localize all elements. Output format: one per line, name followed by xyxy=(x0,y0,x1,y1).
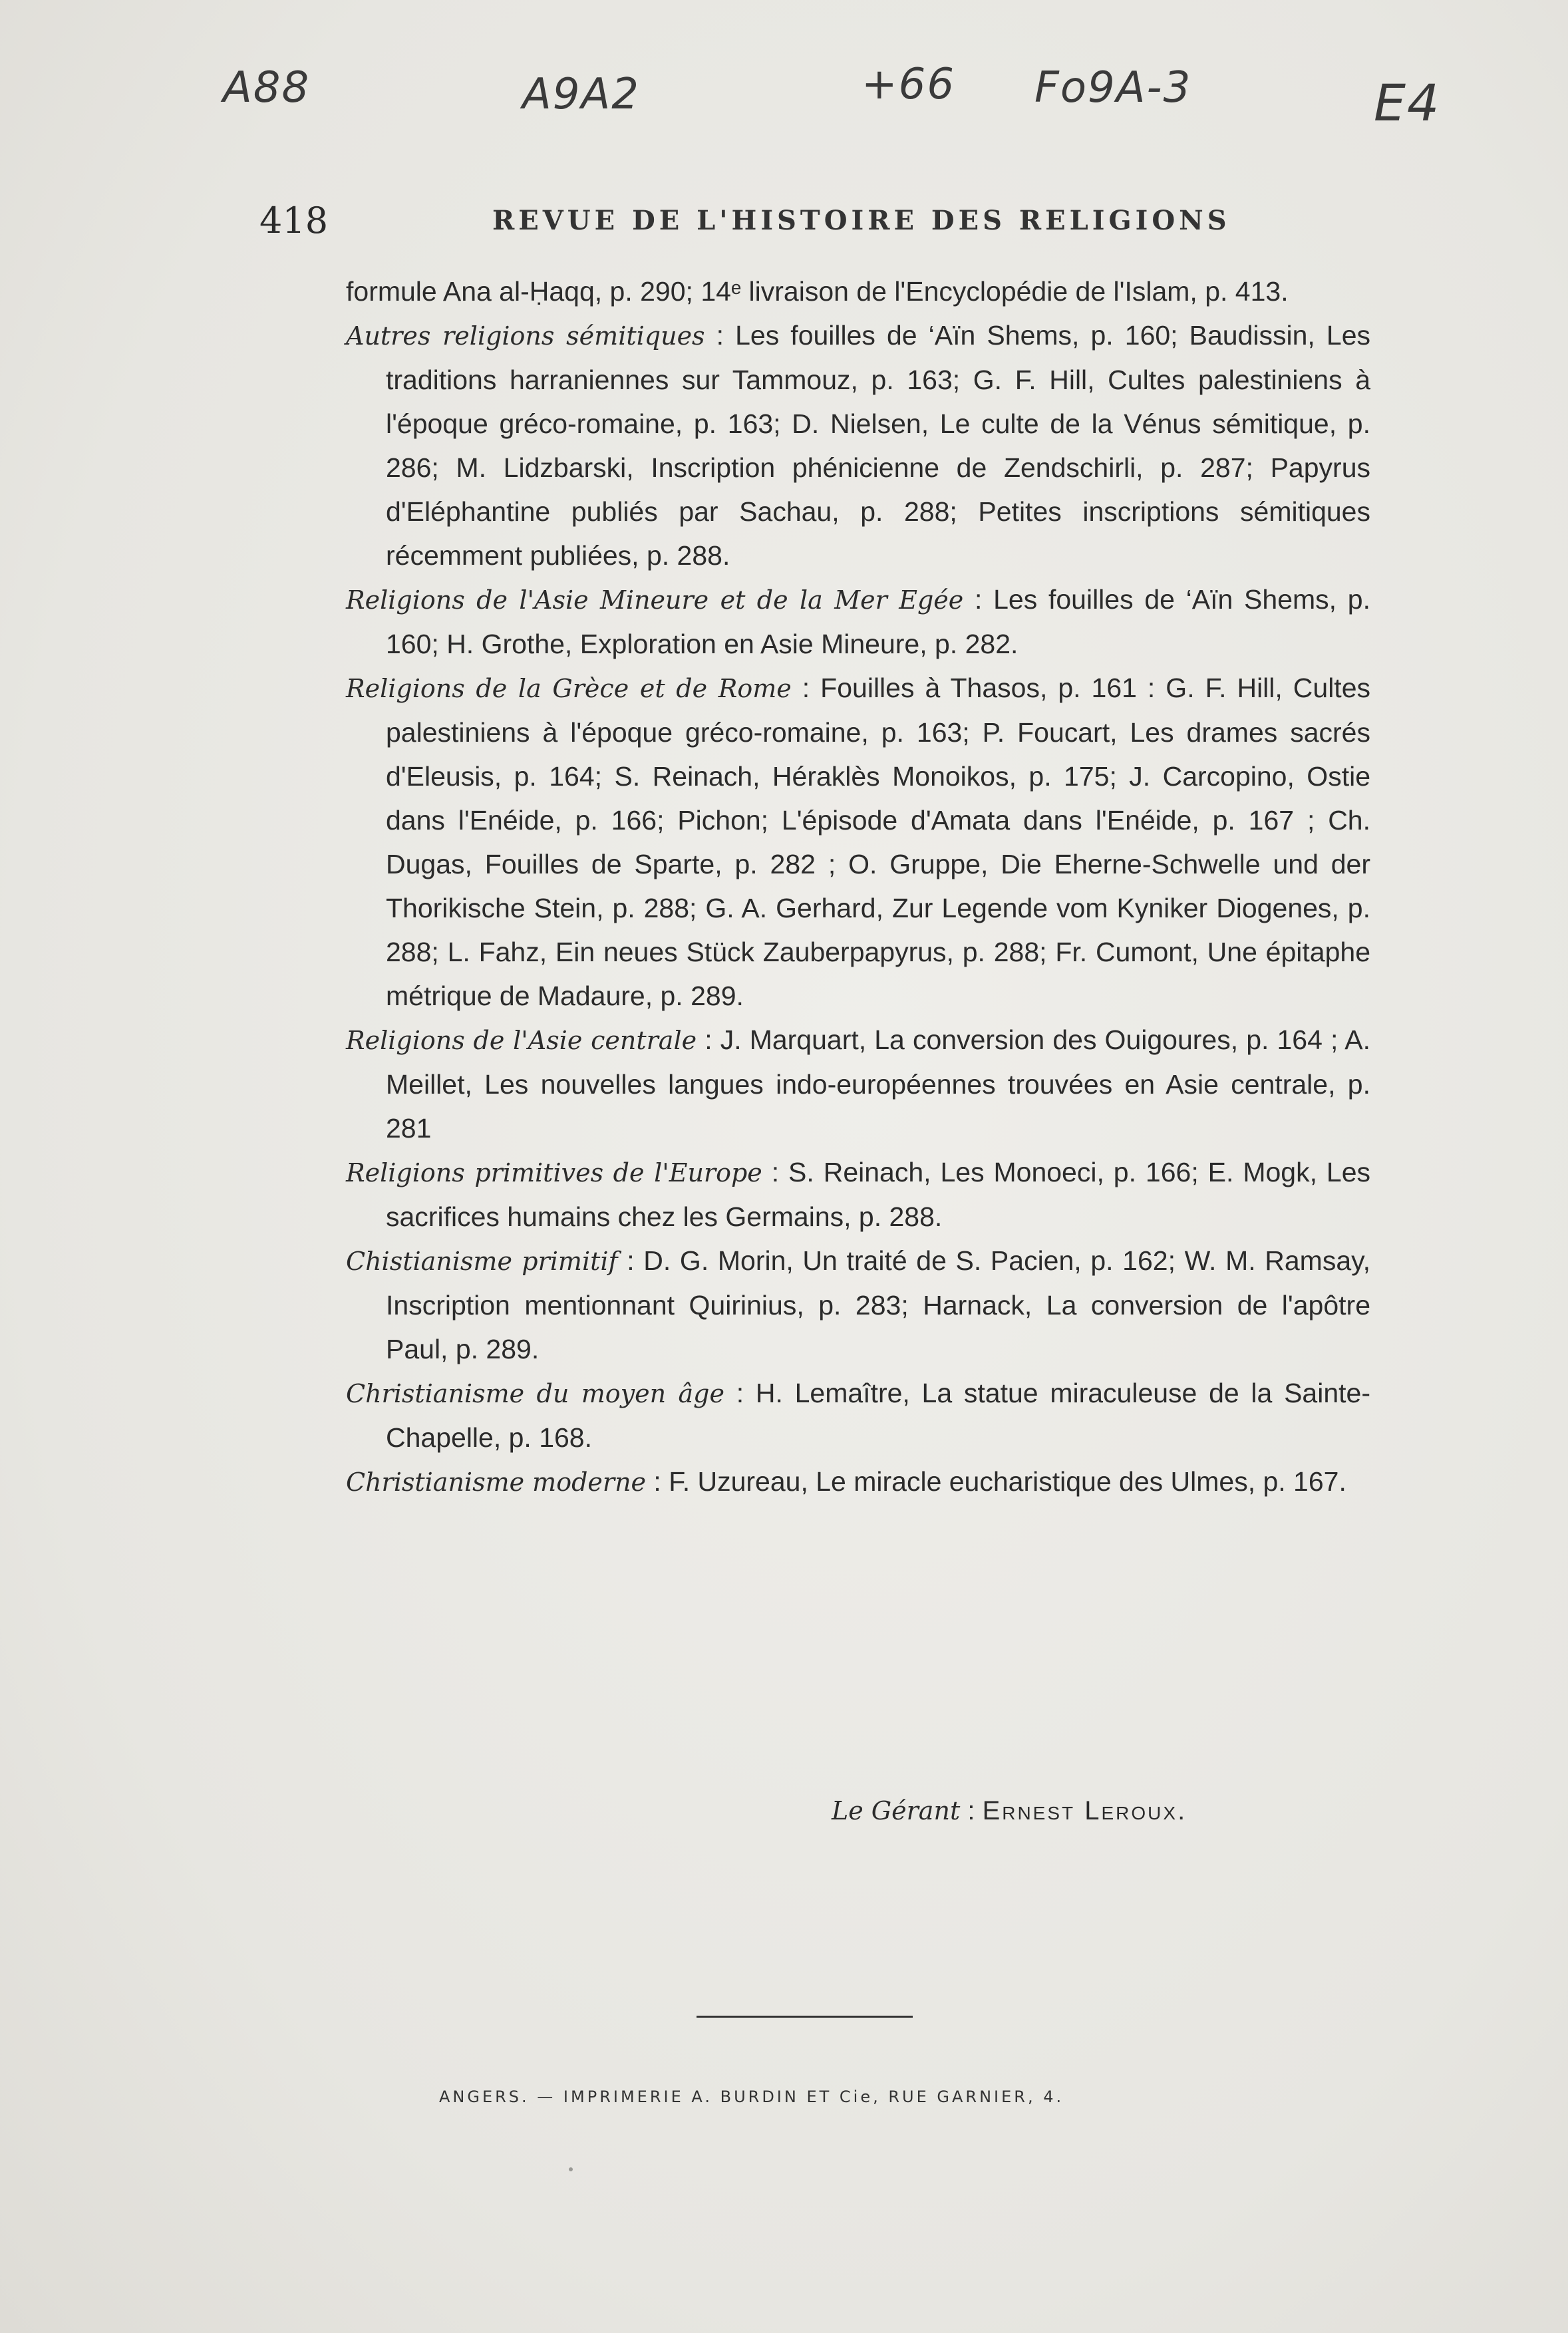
index-entry xyxy=(346,1371,1370,1460)
handwritten-note-5: E4 xyxy=(1374,73,1441,132)
entry-text: : S. Reinach, Les Monoeci, p. 166; E. Mogk, Les sacrifices humains chez les Germains, p. 288. xyxy=(386,1157,1371,1232)
index-entry xyxy=(346,1239,1370,1371)
handwritten-note-3: +66 xyxy=(862,60,956,109)
entry-text: : Les fouilles de ‘Aïn Shems, p. 160; H. Grothe, Exploration en Asie Mineure, p. 282. xyxy=(386,584,1370,659)
entry-heading: Religions de l'Asie Mineure et de la Mer Egée xyxy=(346,585,964,615)
index-entry xyxy=(346,577,1370,666)
entry-heading: Christianisme moderne xyxy=(346,1468,647,1497)
page-number: 418 xyxy=(259,200,329,241)
entry-text: : F. Uzureau, Le miracle eucharistique des Ulmes, p. 167. xyxy=(646,1466,1346,1497)
entry-text: : Fouilles à Thasos, p. 161 : G. F. Hill, Cultes palestiniens à l'époque gréco-romaine, p. 163; P. Foucart, Les drames sacrés d'Eleusis, p. 164; S. Reinach, Héraklès Monoikos, p. 175; J. Carcopino, Ostie dans l'Enéide, p. 166; Pichon; L'épisode d'Amata dans l'Enéide, p. 167 ; Ch. Dugas, Fouilles de Sparte, p. 282 ; O. Gruppe, Die Eherne-Schwelle und der Thorikische Stein, p. 288; G. A. Gerhard, Zur Legende vom Kyniker Diogenes, p. 288; L. Fahz, Ein neues Stück Zauberpapyrus, p. 288; Fr. Cumont, Une épitaphe métrique de Madaure, p. 289. xyxy=(386,673,1370,1011)
entry-text: : H. Lemaître, La statue miraculeuse de la Sainte-Chapelle, p. 168. xyxy=(386,1378,1370,1453)
entry-heading: Religions de la Grèce et de Rome xyxy=(346,674,792,703)
index-body xyxy=(346,269,1370,1504)
entry-text: : Les fouilles de ‘Aïn Shems, p. 160; Baudissin, Les traditions harraniennes sur Tammouz, p. 163; G. F. Hill, Cultes palestiniens à l'époque gréco-romaine, p. 163; D. Nielsen, Le culte de la Vénus sémitique, p. 286; M. Lidzbarski, Inscription phénicienne de Zendschirli, p. 287; Papyrus d'Eléphantine publiés par Sachau, p. 288; Petites inscriptions sémitiques récemment publiées, p. 288. xyxy=(386,320,1370,571)
divider-rule xyxy=(697,2016,913,2018)
index-entry xyxy=(346,1460,1370,1504)
entry-heading: Religions primitives de l'Europe xyxy=(346,1158,762,1187)
index-entry xyxy=(346,313,1370,577)
signature-line xyxy=(832,1796,1187,1826)
signature-label: Le Gérant xyxy=(832,1796,961,1825)
index-entry xyxy=(346,666,1370,1018)
running-title: REVUE DE L'HISTOIRE DES RELIGIONS xyxy=(492,205,1231,236)
index-entry xyxy=(346,1018,1370,1150)
printer-imprint: ANGERS. — IMPRIMERIE A. BURDIN ET Cie, RUE GARNIER, 4. xyxy=(439,2088,1064,2106)
entry-heading: Christianisme du moyen âge xyxy=(346,1379,724,1408)
index-entry xyxy=(306,269,1370,313)
handwritten-note-4: Fo9A-3 xyxy=(1034,63,1192,112)
handwritten-note-2: A9A2 xyxy=(522,70,640,119)
index-entry xyxy=(346,1150,1370,1239)
handwritten-note-1: A88 xyxy=(223,63,311,112)
entry-text: : J. Marquart, La conversion des Ouigoures, p. 164 ; A. Meillet, Les nouvelles langues indo-européennes trouvées en Asie centrale, p. 281 xyxy=(386,1024,1370,1144)
signature-separator: : xyxy=(960,1796,983,1825)
entry-heading: Chistianisme primitif xyxy=(346,1247,618,1276)
paper-speck xyxy=(569,2167,573,2171)
entry-text: formule Ana al-Ḥaqq, p. 290; 14ᵉ livraison de l'Encyclopédie de l'Islam, p. 413. xyxy=(346,276,1289,307)
entry-text: : D. G. Morin, Un traité de S. Pacien, p. 162; W. M. Ramsay, Inscription mentionnant Quirinius, p. 283; Harnack, La conversion de l'apôtre Paul, p. 289. xyxy=(386,1245,1370,1364)
signature-name: Ernest Leroux. xyxy=(982,1796,1187,1825)
entry-heading: Religions de l'Asie centrale xyxy=(346,1026,697,1055)
entry-heading: Autres religions sémitiques xyxy=(346,321,705,351)
page-header xyxy=(259,200,1390,253)
